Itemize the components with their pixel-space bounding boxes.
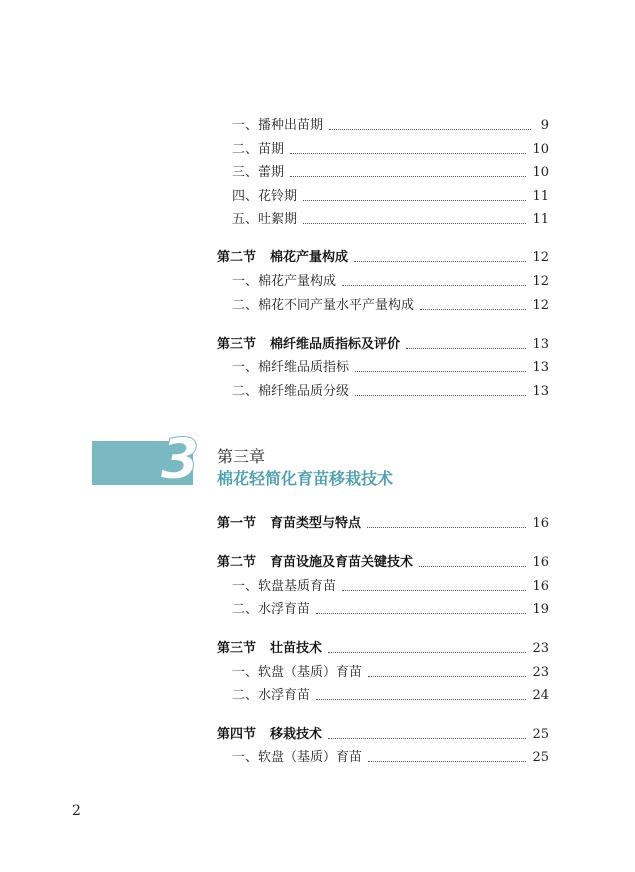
toc-item-page: 12 xyxy=(532,274,549,289)
toc-item-page: 9 xyxy=(540,118,549,133)
dot-leader xyxy=(420,309,526,310)
toc-item-page: 11 xyxy=(532,212,549,227)
toc-item[interactable] xyxy=(232,272,549,290)
toc-item-page: 11 xyxy=(532,189,549,204)
toc-item-label: 二、苗期 xyxy=(232,142,285,157)
section-heading-label xyxy=(217,250,354,266)
dot-leader xyxy=(368,676,526,677)
dot-leader xyxy=(303,200,526,201)
toc-item-label: 四、花铃期 xyxy=(232,189,298,204)
toc-item[interactable] xyxy=(232,296,549,314)
toc-item[interactable] xyxy=(232,577,549,595)
toc-section-heading[interactable] xyxy=(217,248,549,266)
section-number: 第三节 xyxy=(217,337,257,352)
toc-item-label: 一、软盘基质育苗 xyxy=(232,579,337,594)
dot-leader xyxy=(303,223,526,224)
toc-item-page: 13 xyxy=(532,360,549,375)
toc-item-page: 24 xyxy=(532,688,549,703)
section-number: 第二节 xyxy=(217,555,257,570)
toc-item[interactable] xyxy=(232,116,549,134)
dot-leader xyxy=(328,652,526,653)
toc-item[interactable] xyxy=(232,140,549,158)
toc-section-page: 16 xyxy=(532,516,549,531)
toc-item-page: 10 xyxy=(532,165,549,180)
section-title: 棉花产量构成 xyxy=(270,250,349,265)
toc-item-page: 12 xyxy=(532,298,549,313)
toc-item[interactable] xyxy=(232,600,549,618)
toc-section-page: 12 xyxy=(532,250,549,265)
toc-item-page: 23 xyxy=(532,665,549,680)
dot-leader xyxy=(419,566,526,567)
toc-item-page: 10 xyxy=(532,142,549,157)
toc-section-page: 13 xyxy=(532,337,549,352)
section-number: 第一节 xyxy=(217,516,257,531)
toc-item-page: 19 xyxy=(532,602,549,617)
section-title: 移栽技术 xyxy=(270,727,323,742)
section-title: 育苗类型与特点 xyxy=(270,516,362,531)
dot-leader xyxy=(328,738,526,739)
toc-item-label: 二、棉纤维品质分级 xyxy=(232,384,350,399)
toc-item-label: 一、软盘（基质）育苗 xyxy=(232,750,363,765)
dot-leader xyxy=(290,153,526,154)
toc-section-page: 23 xyxy=(532,641,549,656)
dot-leader xyxy=(329,129,531,130)
toc-section-page: 16 xyxy=(532,555,549,570)
dot-leader xyxy=(316,613,526,614)
toc-item-page: 16 xyxy=(532,579,549,594)
dot-leader xyxy=(355,371,526,372)
toc-section-heading[interactable] xyxy=(217,553,549,571)
toc-item[interactable] xyxy=(232,358,549,376)
dot-leader xyxy=(354,261,526,262)
section-heading-label xyxy=(217,516,367,532)
dot-leader xyxy=(342,590,526,591)
toc-item[interactable] xyxy=(232,748,549,766)
toc-item[interactable] xyxy=(232,210,549,228)
chapter-label: 第三章 xyxy=(217,447,266,466)
toc-item[interactable] xyxy=(232,382,549,400)
toc-item-label: 一、棉纤维品质指标 xyxy=(232,360,350,375)
dot-leader xyxy=(368,761,526,762)
section-number: 第三节 xyxy=(217,641,257,656)
chapter-number: 3 xyxy=(160,427,200,492)
dot-leader xyxy=(406,348,526,349)
toc-section-heading[interactable] xyxy=(217,514,549,532)
toc-item[interactable] xyxy=(232,163,549,181)
toc-item-label: 一、软盘（基质）育苗 xyxy=(232,665,363,680)
section-number: 第二节 xyxy=(217,250,257,265)
section-title: 育苗设施及育苗关键技术 xyxy=(270,555,414,570)
toc-item-label: 三、蕾期 xyxy=(232,165,285,180)
toc-item[interactable] xyxy=(232,663,549,681)
section-heading-label xyxy=(217,727,328,743)
section-heading-label xyxy=(217,337,406,353)
page-number: 2 xyxy=(72,803,81,819)
section-number: 第四节 xyxy=(217,727,257,742)
toc-item-label: 五、吐絮期 xyxy=(232,212,298,227)
toc-item-page: 13 xyxy=(532,384,549,399)
section-heading-label xyxy=(217,555,419,571)
chapter-title[interactable]: 棉花轻简化育苗移栽技术 xyxy=(217,469,394,488)
toc-item-page: 25 xyxy=(532,750,549,765)
dot-leader xyxy=(316,699,526,700)
toc-item-label: 二、水浮育苗 xyxy=(232,602,311,617)
toc-section-page: 25 xyxy=(532,727,549,742)
section-title: 壮苗技术 xyxy=(270,641,323,656)
dot-leader xyxy=(342,285,526,286)
toc-item[interactable] xyxy=(232,686,549,704)
toc-item[interactable] xyxy=(232,187,549,205)
section-heading-label xyxy=(217,641,328,657)
section-title: 棉纤维品质指标及评价 xyxy=(270,337,401,352)
toc-item-label: 二、棉花不同产量水平产量构成 xyxy=(232,298,415,313)
toc-item-label: 一、播种出苗期 xyxy=(232,118,324,133)
toc-section-heading[interactable] xyxy=(217,725,549,743)
dot-leader xyxy=(290,176,526,177)
toc-section-heading[interactable] xyxy=(217,335,549,353)
toc-item-label: 二、水浮育苗 xyxy=(232,688,311,703)
toc-item-label: 一、棉花产量构成 xyxy=(232,274,337,289)
dot-leader xyxy=(367,527,526,528)
dot-leader xyxy=(355,395,526,396)
toc-section-heading[interactable] xyxy=(217,639,549,657)
